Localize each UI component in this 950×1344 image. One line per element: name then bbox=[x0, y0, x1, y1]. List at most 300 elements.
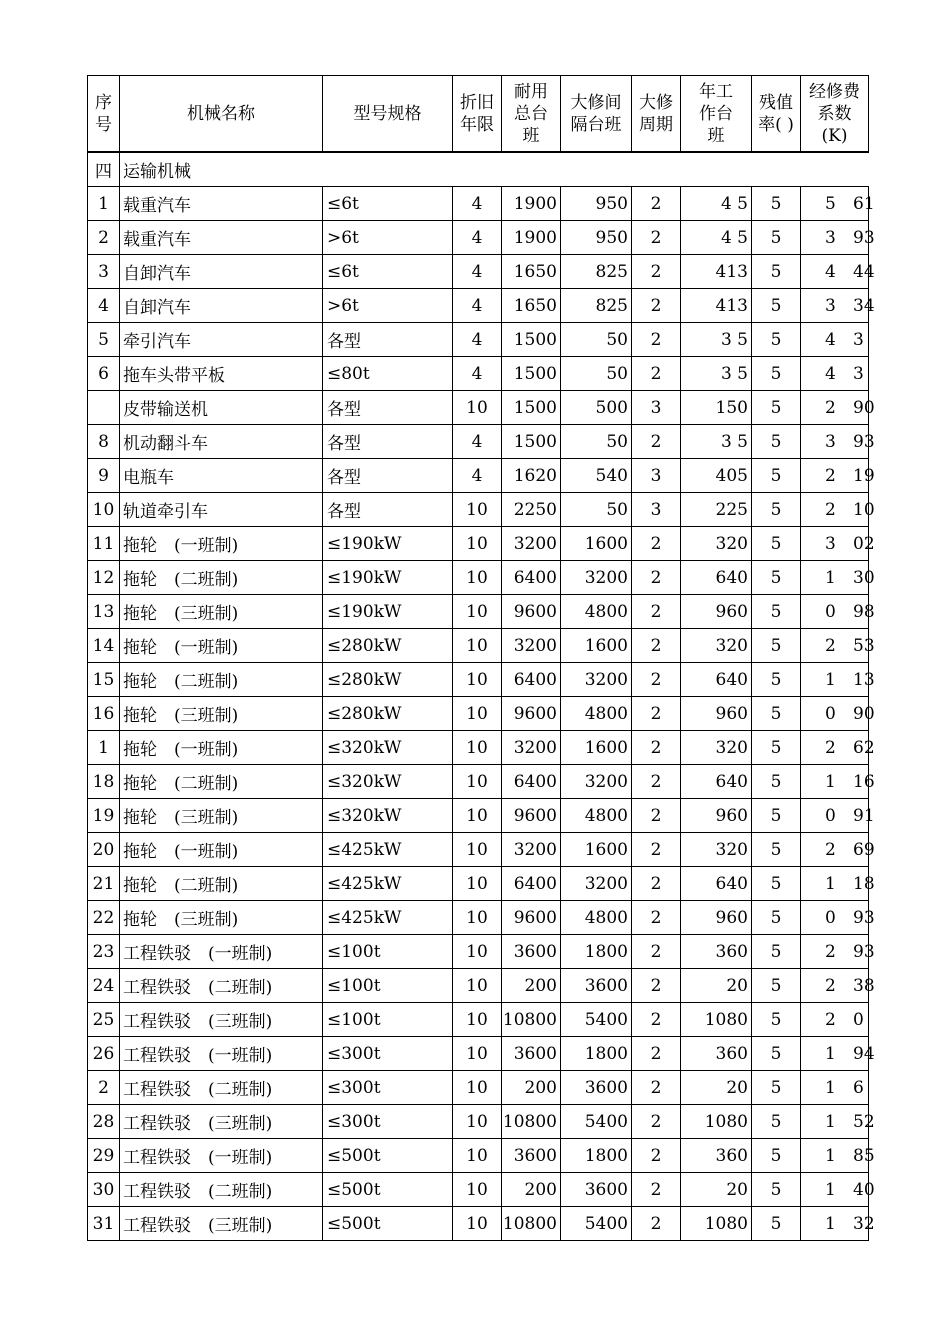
machine-name: 拖车头带平板 bbox=[120, 357, 323, 391]
depreciation-years: 10 bbox=[453, 391, 502, 425]
coefficient-suffix: 94 bbox=[853, 1043, 875, 1064]
depreciation-years: 10 bbox=[453, 493, 502, 527]
total-shifts: 200 bbox=[502, 969, 561, 1003]
annual-shifts: 640 bbox=[681, 663, 752, 697]
repair-coefficient bbox=[801, 595, 875, 629]
residual-rate: 5 bbox=[752, 357, 801, 391]
overhaul-interval: 1800 bbox=[561, 935, 632, 969]
coefficient-main: 1 bbox=[825, 1111, 836, 1132]
repair-coefficient bbox=[801, 323, 869, 357]
machine-name: 牵引汽车 bbox=[120, 323, 323, 357]
depreciation-years: 10 bbox=[453, 799, 502, 833]
row-number: 30 bbox=[88, 1173, 120, 1207]
annual-shifts: 320 bbox=[681, 731, 752, 765]
coefficient-main: 2 bbox=[825, 499, 836, 520]
row-number: 16 bbox=[88, 697, 120, 731]
repair-coefficient bbox=[801, 935, 875, 969]
residual-rate: 5 bbox=[752, 765, 801, 799]
model-spec: >6t bbox=[323, 289, 453, 323]
machine-name: 拖轮 (三班制) bbox=[120, 799, 323, 833]
depreciation-years: 10 bbox=[453, 765, 502, 799]
model-spec: ≤280kW bbox=[323, 663, 453, 697]
table-row bbox=[88, 425, 869, 459]
depreciation-years: 4 bbox=[453, 459, 502, 493]
coefficient-main: 3 bbox=[825, 295, 836, 316]
table-row bbox=[88, 289, 869, 323]
row-number: 26 bbox=[88, 1037, 120, 1071]
header-name: 机械名称 bbox=[120, 76, 323, 153]
coefficient-suffix: 61 bbox=[853, 193, 875, 214]
depreciation-years: 4 bbox=[453, 357, 502, 391]
residual-rate: 5 bbox=[752, 595, 801, 629]
coefficient-suffix: 6 bbox=[853, 1077, 864, 1098]
depreciation-years: 10 bbox=[453, 969, 502, 1003]
coefficient-suffix: 93 bbox=[853, 431, 875, 452]
repair-coefficient bbox=[801, 1037, 875, 1071]
overhaul-interval: 50 bbox=[561, 425, 632, 459]
total-shifts: 3200 bbox=[502, 833, 561, 867]
overhaul-period: 2 bbox=[632, 323, 681, 357]
residual-rate: 5 bbox=[752, 187, 801, 221]
table-row bbox=[88, 561, 869, 595]
repair-coefficient bbox=[801, 425, 875, 459]
overhaul-period: 2 bbox=[632, 425, 681, 459]
coefficient-main: 4 bbox=[825, 329, 836, 350]
coefficient-suffix: 02 bbox=[853, 533, 875, 554]
overhaul-interval: 4800 bbox=[561, 901, 632, 935]
coefficient-main: 0 bbox=[825, 805, 836, 826]
annual-shifts: 413 bbox=[681, 289, 752, 323]
overhaul-period: 2 bbox=[632, 255, 681, 289]
table-row bbox=[88, 663, 869, 697]
model-spec: ≤190kW bbox=[323, 527, 453, 561]
coefficient-main: 1 bbox=[825, 567, 836, 588]
repair-coefficient bbox=[801, 187, 875, 221]
table-row bbox=[88, 1139, 869, 1173]
coefficient-suffix: 93 bbox=[853, 227, 875, 248]
annual-shifts: 640 bbox=[681, 765, 752, 799]
total-shifts: 200 bbox=[502, 1071, 561, 1105]
row-number: 23 bbox=[88, 935, 120, 969]
machine-name: 工程铁驳 (一班制) bbox=[120, 935, 323, 969]
residual-rate: 5 bbox=[752, 867, 801, 901]
overhaul-interval: 3600 bbox=[561, 1071, 632, 1105]
total-shifts: 10800 bbox=[502, 1003, 561, 1037]
row-number: 2 bbox=[88, 1071, 120, 1105]
coefficient-main: 2 bbox=[825, 737, 836, 758]
depreciation-years: 10 bbox=[453, 833, 502, 867]
total-shifts: 1500 bbox=[502, 391, 561, 425]
coefficient-main: 1 bbox=[825, 1179, 836, 1200]
residual-rate: 5 bbox=[752, 799, 801, 833]
overhaul-period: 2 bbox=[632, 867, 681, 901]
coefficient-suffix: 53 bbox=[853, 635, 875, 656]
table-row bbox=[88, 1173, 869, 1207]
row-number: 3 bbox=[88, 255, 120, 289]
residual-rate: 5 bbox=[752, 731, 801, 765]
table-row bbox=[88, 1071, 869, 1105]
residual-rate: 5 bbox=[752, 289, 801, 323]
repair-coefficient bbox=[801, 493, 875, 527]
annual-shifts: 3 5 bbox=[681, 357, 752, 391]
depreciation-years: 4 bbox=[453, 221, 502, 255]
model-spec: ≤190kW bbox=[323, 561, 453, 595]
depreciation-years: 10 bbox=[453, 663, 502, 697]
machine-name: 工程铁驳 (二班制) bbox=[120, 1173, 323, 1207]
header-overhaul-period: 大修周期 bbox=[632, 76, 681, 153]
coefficient-suffix: 32 bbox=[853, 1213, 875, 1234]
model-spec: ≤425kW bbox=[323, 901, 453, 935]
coefficient-suffix: 3 bbox=[853, 363, 864, 384]
repair-coefficient bbox=[801, 527, 875, 561]
overhaul-interval: 1800 bbox=[561, 1037, 632, 1071]
overhaul-interval: 50 bbox=[561, 493, 632, 527]
table-row bbox=[88, 629, 869, 663]
annual-shifts: 1080 bbox=[681, 1105, 752, 1139]
overhaul-interval: 4800 bbox=[561, 697, 632, 731]
residual-rate: 5 bbox=[752, 527, 801, 561]
coefficient-suffix: 30 bbox=[853, 567, 875, 588]
overhaul-interval: 1600 bbox=[561, 629, 632, 663]
row-number: 13 bbox=[88, 595, 120, 629]
model-spec: ≤280kW bbox=[323, 629, 453, 663]
total-shifts: 9600 bbox=[502, 901, 561, 935]
overhaul-interval: 1600 bbox=[561, 833, 632, 867]
machine-name: 拖轮 (一班制) bbox=[120, 833, 323, 867]
depreciation-years: 10 bbox=[453, 697, 502, 731]
overhaul-period: 2 bbox=[632, 187, 681, 221]
total-shifts: 3600 bbox=[502, 935, 561, 969]
overhaul-interval: 540 bbox=[561, 459, 632, 493]
machine-name: 载重汽车 bbox=[120, 187, 323, 221]
residual-rate: 5 bbox=[752, 459, 801, 493]
depreciation-years: 10 bbox=[453, 1105, 502, 1139]
repair-coefficient bbox=[801, 561, 875, 595]
depreciation-years: 10 bbox=[453, 867, 502, 901]
residual-rate: 5 bbox=[752, 1071, 801, 1105]
annual-shifts: 150 bbox=[681, 391, 752, 425]
depreciation-years: 10 bbox=[453, 731, 502, 765]
row-number: 1 bbox=[88, 187, 120, 221]
row-number: 14 bbox=[88, 629, 120, 663]
row-number: 18 bbox=[88, 765, 120, 799]
overhaul-interval: 3600 bbox=[561, 1173, 632, 1207]
model-spec: 各型 bbox=[323, 425, 453, 459]
residual-rate: 5 bbox=[752, 561, 801, 595]
overhaul-period: 2 bbox=[632, 833, 681, 867]
repair-coefficient bbox=[801, 1173, 875, 1207]
coefficient-main: 0 bbox=[825, 907, 836, 928]
row-number: 6 bbox=[88, 357, 120, 391]
overhaul-period: 2 bbox=[632, 357, 681, 391]
overhaul-interval: 3200 bbox=[561, 867, 632, 901]
model-spec: ≤300t bbox=[323, 1071, 453, 1105]
coefficient-suffix: 3 bbox=[853, 329, 864, 350]
annual-shifts: 20 bbox=[681, 1071, 752, 1105]
machine-name: 拖轮 (二班制) bbox=[120, 867, 323, 901]
overhaul-period: 2 bbox=[632, 1003, 681, 1037]
repair-coefficient bbox=[801, 765, 875, 799]
machine-name: 工程铁驳 (一班制) bbox=[120, 1139, 323, 1173]
overhaul-period: 3 bbox=[632, 493, 681, 527]
annual-shifts: 640 bbox=[681, 561, 752, 595]
machine-name: 工程铁驳 (三班制) bbox=[120, 1105, 323, 1139]
table-row bbox=[88, 459, 869, 493]
coefficient-suffix: 13 bbox=[853, 669, 875, 690]
table-row bbox=[88, 255, 869, 289]
residual-rate: 5 bbox=[752, 969, 801, 1003]
coefficient-suffix: 38 bbox=[853, 975, 875, 996]
table-row bbox=[88, 765, 869, 799]
overhaul-interval: 1800 bbox=[561, 1139, 632, 1173]
residual-rate: 5 bbox=[752, 1207, 801, 1241]
overhaul-interval: 825 bbox=[561, 289, 632, 323]
machine-name: 工程铁驳 (三班制) bbox=[120, 1207, 323, 1241]
header-row bbox=[88, 76, 869, 153]
residual-rate: 5 bbox=[752, 629, 801, 663]
header-residual-rate: 残值率( ) bbox=[752, 76, 801, 153]
machine-name: 自卸汽车 bbox=[120, 289, 323, 323]
annual-shifts: 225 bbox=[681, 493, 752, 527]
repair-coefficient bbox=[801, 833, 875, 867]
coefficient-suffix: 52 bbox=[853, 1111, 875, 1132]
depreciation-years: 10 bbox=[453, 629, 502, 663]
repair-coefficient bbox=[801, 391, 875, 425]
row-number: 22 bbox=[88, 901, 120, 935]
coefficient-main: 2 bbox=[825, 941, 836, 962]
total-shifts: 10800 bbox=[502, 1105, 561, 1139]
table-row bbox=[88, 357, 869, 391]
residual-rate: 5 bbox=[752, 663, 801, 697]
row-number: 25 bbox=[88, 1003, 120, 1037]
model-spec: >6t bbox=[323, 221, 453, 255]
overhaul-period: 2 bbox=[632, 901, 681, 935]
row-number: 28 bbox=[88, 1105, 120, 1139]
row-number: 29 bbox=[88, 1139, 120, 1173]
residual-rate: 5 bbox=[752, 1037, 801, 1071]
model-spec: ≤6t bbox=[323, 255, 453, 289]
coefficient-suffix: 98 bbox=[853, 601, 875, 622]
annual-shifts: 360 bbox=[681, 935, 752, 969]
table-row bbox=[88, 221, 869, 255]
table-row bbox=[88, 731, 869, 765]
overhaul-interval: 5400 bbox=[561, 1207, 632, 1241]
depreciation-years: 10 bbox=[453, 935, 502, 969]
model-spec: ≤280kW bbox=[323, 697, 453, 731]
machine-name: 拖轮 (三班制) bbox=[120, 595, 323, 629]
residual-rate: 5 bbox=[752, 221, 801, 255]
repair-coefficient bbox=[801, 1105, 875, 1139]
coefficient-main: 2 bbox=[825, 465, 836, 486]
annual-shifts: 320 bbox=[681, 833, 752, 867]
section-row bbox=[88, 152, 869, 187]
coefficient-suffix: 62 bbox=[853, 737, 875, 758]
residual-rate: 5 bbox=[752, 1105, 801, 1139]
repair-coefficient bbox=[801, 357, 869, 391]
overhaul-period: 2 bbox=[632, 1173, 681, 1207]
overhaul-interval: 950 bbox=[561, 187, 632, 221]
repair-coefficient bbox=[801, 459, 875, 493]
model-spec: ≤500t bbox=[323, 1173, 453, 1207]
total-shifts: 1620 bbox=[502, 459, 561, 493]
model-spec: ≤320kW bbox=[323, 765, 453, 799]
annual-shifts: 1080 bbox=[681, 1207, 752, 1241]
row-number: 31 bbox=[88, 1207, 120, 1241]
header-spec: 型号规格 bbox=[323, 76, 453, 153]
residual-rate: 5 bbox=[752, 255, 801, 289]
total-shifts: 1900 bbox=[502, 221, 561, 255]
overhaul-period: 2 bbox=[632, 1105, 681, 1139]
coefficient-suffix: 85 bbox=[853, 1145, 875, 1166]
repair-coefficient bbox=[801, 697, 875, 731]
total-shifts: 6400 bbox=[502, 663, 561, 697]
repair-coefficient bbox=[801, 1071, 869, 1105]
depreciation-years: 4 bbox=[453, 425, 502, 459]
annual-shifts: 405 bbox=[681, 459, 752, 493]
model-spec: 各型 bbox=[323, 323, 453, 357]
total-shifts: 9600 bbox=[502, 799, 561, 833]
annual-shifts: 413 bbox=[681, 255, 752, 289]
overhaul-period: 2 bbox=[632, 765, 681, 799]
depreciation-years: 10 bbox=[453, 1207, 502, 1241]
table-row bbox=[88, 1105, 869, 1139]
header-overhaul-interval: 大修间隔台班 bbox=[561, 76, 632, 153]
table-row bbox=[88, 527, 869, 561]
coefficient-main: 4 bbox=[825, 363, 836, 384]
depreciation-years: 10 bbox=[453, 1003, 502, 1037]
machine-name: 工程铁驳 (一班制) bbox=[120, 1037, 323, 1071]
total-shifts: 1650 bbox=[502, 255, 561, 289]
overhaul-interval: 3600 bbox=[561, 969, 632, 1003]
header-no: 序号 bbox=[88, 76, 120, 153]
coefficient-main: 2 bbox=[825, 397, 836, 418]
table-row bbox=[88, 867, 869, 901]
overhaul-period: 3 bbox=[632, 459, 681, 493]
overhaul-interval: 500 bbox=[561, 391, 632, 425]
total-shifts: 3200 bbox=[502, 731, 561, 765]
row-number: 2 bbox=[88, 221, 120, 255]
total-shifts: 6400 bbox=[502, 867, 561, 901]
row-number: 11 bbox=[88, 527, 120, 561]
machine-name: 电瓶车 bbox=[120, 459, 323, 493]
coefficient-main: 2 bbox=[825, 839, 836, 860]
overhaul-period: 2 bbox=[632, 1139, 681, 1173]
coefficient-main: 2 bbox=[825, 975, 836, 996]
residual-rate: 5 bbox=[752, 1003, 801, 1037]
depreciation-years: 10 bbox=[453, 595, 502, 629]
model-spec: 各型 bbox=[323, 391, 453, 425]
annual-shifts: 3 5 bbox=[681, 425, 752, 459]
overhaul-interval: 3200 bbox=[561, 765, 632, 799]
repair-coefficient bbox=[801, 969, 875, 1003]
depreciation-years: 10 bbox=[453, 901, 502, 935]
repair-coefficient bbox=[801, 629, 875, 663]
depreciation-years: 10 bbox=[453, 1173, 502, 1207]
repair-coefficient bbox=[801, 255, 875, 289]
annual-shifts: 3 5 bbox=[681, 323, 752, 357]
machine-name: 拖轮 (一班制) bbox=[120, 731, 323, 765]
row-number: 15 bbox=[88, 663, 120, 697]
table-row bbox=[88, 391, 869, 425]
annual-shifts: 320 bbox=[681, 629, 752, 663]
model-spec: ≤425kW bbox=[323, 833, 453, 867]
overhaul-period: 2 bbox=[632, 527, 681, 561]
annual-shifts: 4 5 bbox=[681, 221, 752, 255]
overhaul-interval: 5400 bbox=[561, 1105, 632, 1139]
header-repair-coefficient: 经修费系数(K) bbox=[801, 76, 869, 153]
overhaul-period: 2 bbox=[632, 561, 681, 595]
residual-rate: 5 bbox=[752, 1173, 801, 1207]
residual-rate: 5 bbox=[752, 391, 801, 425]
overhaul-interval: 1600 bbox=[561, 731, 632, 765]
overhaul-interval: 4800 bbox=[561, 799, 632, 833]
model-spec: ≤425kW bbox=[323, 867, 453, 901]
model-spec: ≤6t bbox=[323, 187, 453, 221]
total-shifts: 9600 bbox=[502, 697, 561, 731]
residual-rate: 5 bbox=[752, 493, 801, 527]
depreciation-years: 10 bbox=[453, 1139, 502, 1173]
annual-shifts: 960 bbox=[681, 595, 752, 629]
overhaul-period: 2 bbox=[632, 697, 681, 731]
coefficient-suffix: 10 bbox=[853, 499, 875, 520]
row-number: 10 bbox=[88, 493, 120, 527]
overhaul-interval: 4800 bbox=[561, 595, 632, 629]
annual-shifts: 320 bbox=[681, 527, 752, 561]
repair-coefficient bbox=[801, 663, 875, 697]
total-shifts: 3200 bbox=[502, 527, 561, 561]
repair-coefficient bbox=[801, 731, 875, 765]
overhaul-interval: 3200 bbox=[561, 663, 632, 697]
overhaul-period: 2 bbox=[632, 935, 681, 969]
model-spec: 各型 bbox=[323, 459, 453, 493]
coefficient-suffix: 90 bbox=[853, 703, 875, 724]
overhaul-interval: 50 bbox=[561, 357, 632, 391]
total-shifts: 1500 bbox=[502, 425, 561, 459]
coefficient-main: 2 bbox=[825, 635, 836, 656]
coefficient-main: 1 bbox=[825, 1145, 836, 1166]
coefficient-suffix: 34 bbox=[853, 295, 875, 316]
residual-rate: 5 bbox=[752, 935, 801, 969]
coefficient-main: 3 bbox=[825, 227, 836, 248]
coefficient-main: 4 bbox=[825, 261, 836, 282]
repair-coefficient bbox=[801, 799, 875, 833]
coefficient-main: 3 bbox=[825, 533, 836, 554]
annual-shifts: 20 bbox=[681, 969, 752, 1003]
annual-shifts: 960 bbox=[681, 697, 752, 731]
coefficient-main: 3 bbox=[825, 431, 836, 452]
row-number: 9 bbox=[88, 459, 120, 493]
row-number: 1 bbox=[88, 731, 120, 765]
row-number: 24 bbox=[88, 969, 120, 1003]
row-number: 19 bbox=[88, 799, 120, 833]
model-spec: ≤500t bbox=[323, 1207, 453, 1241]
model-spec: ≤320kW bbox=[323, 731, 453, 765]
repair-coefficient bbox=[801, 867, 875, 901]
overhaul-period: 2 bbox=[632, 1071, 681, 1105]
overhaul-period: 2 bbox=[632, 1037, 681, 1071]
coefficient-suffix: 90 bbox=[853, 397, 875, 418]
model-spec: ≤300t bbox=[323, 1037, 453, 1071]
coefficient-main: 2 bbox=[825, 1009, 836, 1030]
coefficient-main: 1 bbox=[825, 1077, 836, 1098]
row-number: 8 bbox=[88, 425, 120, 459]
table-row bbox=[88, 833, 869, 867]
machine-name: 工程铁驳 (二班制) bbox=[120, 1071, 323, 1105]
overhaul-period: 2 bbox=[632, 799, 681, 833]
overhaul-interval: 1600 bbox=[561, 527, 632, 561]
model-spec: ≤320kW bbox=[323, 799, 453, 833]
table-row bbox=[88, 697, 869, 731]
